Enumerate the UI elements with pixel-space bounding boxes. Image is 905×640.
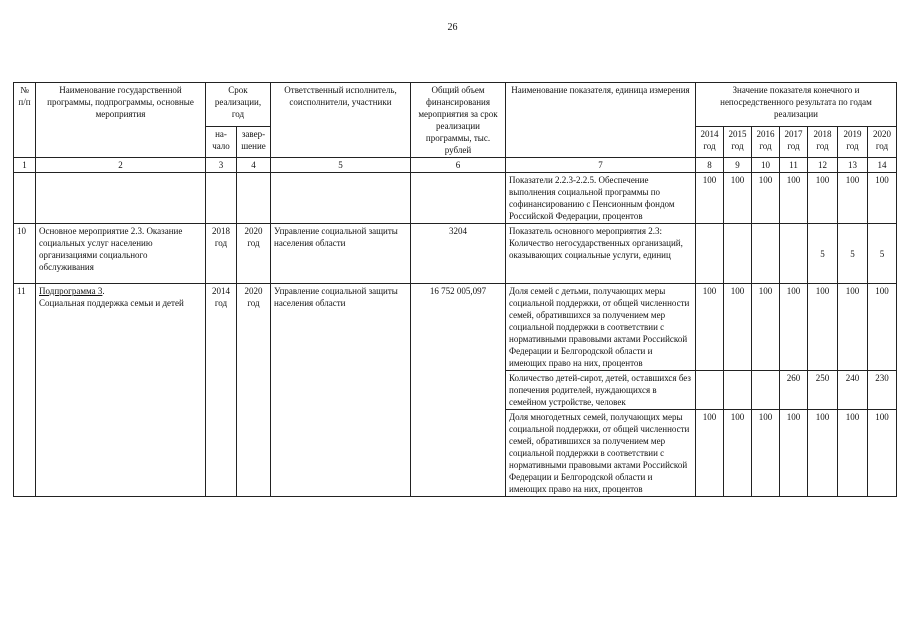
row-number: 10 [14, 224, 36, 284]
col-number: 14 [868, 158, 897, 173]
subprogram-title: Подпрограмма 3 [39, 286, 103, 296]
header-num: № п/п [14, 83, 36, 158]
header-row-1 [14, 83, 897, 127]
funding: 3204 [411, 224, 506, 284]
indicator-cell: Доля семей с детьми, получающих меры социальной поддержки, от общей численности семей, обратившихся за получением мер социальной поддержки в соответствии с нормативными правовыми актами Российской Федерации и Белгородской области и имеющих право на них, процентов [506, 284, 696, 371]
empty-cell [36, 173, 206, 224]
value-cell: 250 [808, 371, 838, 410]
value-cell: 100 [808, 284, 838, 371]
col-number: 8 [696, 158, 724, 173]
value-cell: 100 [724, 284, 752, 371]
year-2017: 2017 год [780, 127, 808, 158]
end-year: 2020 год [237, 284, 271, 497]
executor: Управление социальной защиты населения области [271, 224, 411, 284]
value-cell: 100 [696, 284, 724, 371]
value-cell: 100 [868, 284, 897, 371]
header-name: Наименование государственной программы, подпрограммы, основные мероприятия [36, 83, 206, 158]
value-cell: 100 [752, 410, 780, 497]
col-number: 4 [237, 158, 271, 173]
value-cell [752, 224, 780, 284]
empty-cell [206, 173, 237, 224]
value-cell: 100 [838, 173, 868, 224]
value-cell: 230 [868, 371, 897, 410]
col-number: 3 [206, 158, 237, 173]
row-number: 11 [14, 284, 36, 497]
event-name: Основное мероприятие 2.3. Оказание социальных услуг населению организациями социального обслуживания [36, 224, 206, 284]
table-row [14, 284, 897, 371]
value-cell: 100 [696, 410, 724, 497]
value-cell: 100 [696, 173, 724, 224]
header-start: на-чало [206, 127, 237, 158]
table-row [14, 224, 897, 284]
funding: 16 752 005,097 [411, 284, 506, 497]
value-cell [780, 224, 808, 284]
value-cell: 100 [752, 284, 780, 371]
value-cell: 100 [780, 173, 808, 224]
value-cell [752, 371, 780, 410]
value-cell: 100 [780, 410, 808, 497]
year-2018: 2018 год [808, 127, 838, 158]
subprogram-name: Подпрограмма 3. Социальная поддержка семьи и детей [36, 284, 206, 497]
value-cell [724, 371, 752, 410]
indicator-cell: Количество детей-сирот, детей, оставшихся без попечения родителей, нуждающихся в семейном устройстве, человек [506, 371, 696, 410]
value-cell: 100 [724, 410, 752, 497]
column-numbering-row [14, 158, 897, 173]
year-2020: 2020 год [868, 127, 897, 158]
header-end: завер-шение [237, 127, 271, 158]
value-cell: 100 [752, 173, 780, 224]
col-number: 9 [724, 158, 752, 173]
value-cell: 100 [838, 410, 868, 497]
value-cell: 100 [808, 410, 838, 497]
value-cell: 260 [780, 371, 808, 410]
table-row [14, 173, 897, 224]
value-cell: 100 [868, 173, 897, 224]
year-2016: 2016 год [752, 127, 780, 158]
year-2015: 2015 год [724, 127, 752, 158]
executor: Управление социальной защиты населения области [271, 284, 411, 497]
value-cell: 100 [724, 173, 752, 224]
value-cell [724, 224, 752, 284]
indicator-cell: Доля многодетных семей, получающих меры социальной поддержки, от общей численности семей, обратившихся за получением мер социальной поддержки в соответствии с нормативными правовыми актами Российской Федерации и Белгородской области и имеющих право на них, процентов [506, 410, 696, 497]
value-cell [696, 224, 724, 284]
value-cell: 5 [808, 224, 838, 284]
empty-cell [271, 173, 411, 224]
value-cell: 100 [808, 173, 838, 224]
value-cell: 5 [868, 224, 897, 284]
page-number: 26 [447, 22, 458, 33]
col-number: 13 [838, 158, 868, 173]
value-cell: 100 [868, 410, 897, 497]
col-number: 6 [411, 158, 506, 173]
header-values: Значение показателя конечного и непосредственного результата по годам реализации [696, 83, 897, 127]
col-number: 2 [36, 158, 206, 173]
year-2019: 2019 год [838, 127, 868, 158]
empty-cell [14, 173, 36, 224]
empty-cell [411, 173, 506, 224]
header-funding: Общий объем финансирования мероприятия за срок реализации программы, тыс. рублей [411, 83, 506, 158]
col-number: 7 [506, 158, 696, 173]
col-number: 10 [752, 158, 780, 173]
header-executor: Ответственный исполнитель, соисполнители, участники [271, 83, 411, 158]
col-number: 5 [271, 158, 411, 173]
program-table [13, 82, 897, 497]
header-term: Срок реализации, год [206, 83, 271, 127]
value-cell: 240 [838, 371, 868, 410]
value-cell: 100 [838, 284, 868, 371]
empty-cell [237, 173, 271, 224]
value-cell: 5 [838, 224, 868, 284]
col-number: 12 [808, 158, 838, 173]
start-year: 2018 год [206, 224, 237, 284]
col-number: 1 [14, 158, 36, 173]
indicator-cell: Показатель основного мероприятия 2.3: Количество негосударственных организаций, оказывающих социальные услуги, единиц [506, 224, 696, 284]
col-number: 11 [780, 158, 808, 173]
year-2014: 2014 год [696, 127, 724, 158]
start-year: 2014 год [206, 284, 237, 497]
end-year: 2020 год [237, 224, 271, 284]
value-cell: 100 [780, 284, 808, 371]
value-cell [696, 371, 724, 410]
indicator-cell: Показатели 2.2.3-2.2.5. Обеспечение выполнения социальной программы по софинансированию с Пенсионным фондом Российской Федерации, процентов [506, 173, 696, 224]
subprogram-description: Социальная поддержка семьи и детей [39, 298, 184, 308]
header-indicator: Наименование показателя, единица измерения [506, 83, 696, 158]
